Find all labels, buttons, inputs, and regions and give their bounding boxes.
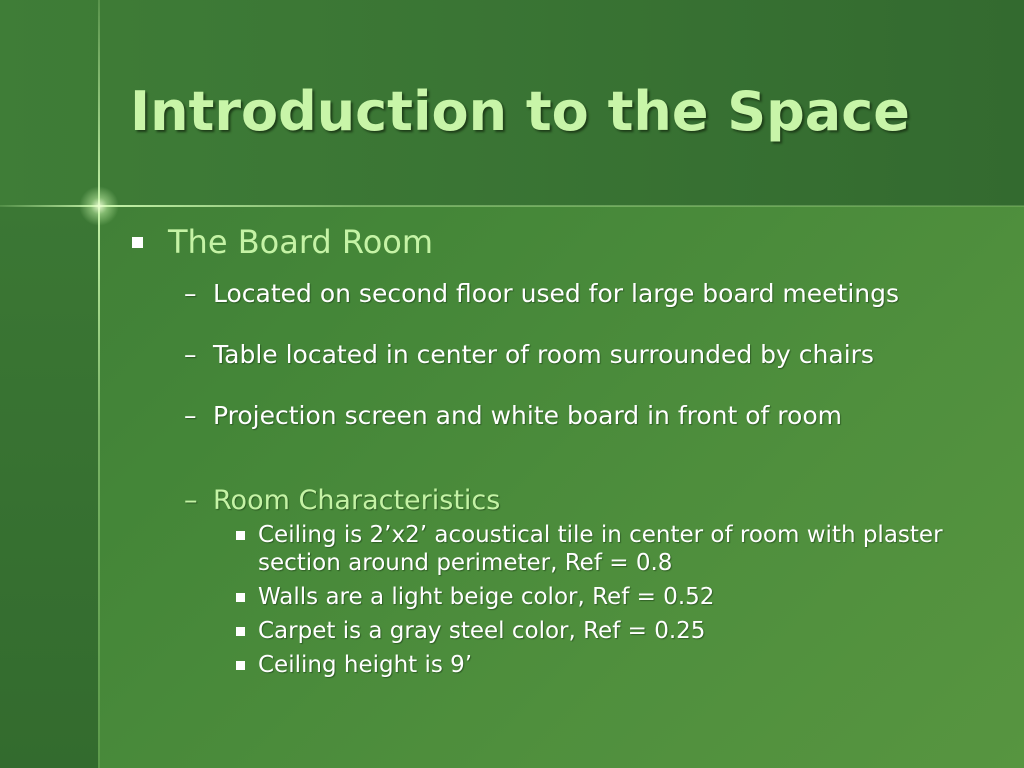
square-bullet-icon bbox=[132, 237, 143, 248]
square-bullet-icon bbox=[236, 593, 245, 602]
characteristic-item bbox=[234, 651, 998, 679]
section-heading-text: Room Characteristics bbox=[213, 485, 501, 516]
sub-item bbox=[184, 278, 998, 310]
heading-text: The Board Room bbox=[168, 223, 434, 261]
characteristic-text: Carpet is a gray steel color, Ref = 0.25 bbox=[258, 618, 706, 644]
characteristic-item bbox=[234, 521, 998, 577]
sub-item bbox=[184, 339, 998, 371]
vertical-rule bbox=[98, 0, 100, 768]
sub-item bbox=[184, 400, 998, 432]
characteristic-item bbox=[234, 617, 998, 645]
dash-bullet-icon: – bbox=[184, 401, 197, 430]
characteristic-text: Walls are a light beige color, Ref = 0.52 bbox=[258, 584, 715, 610]
slide-title: Introduction to the Space bbox=[130, 80, 910, 143]
cross-glow bbox=[79, 186, 119, 226]
dash-bullet-icon: – bbox=[184, 485, 198, 516]
characteristic-item bbox=[234, 583, 998, 611]
left-strip bbox=[0, 206, 98, 768]
slide-content bbox=[128, 222, 998, 679]
horizontal-rule bbox=[0, 205, 1024, 207]
characteristic-text: Ceiling is 2’x2’ acoustical tile in center of room with plaster section around perimeter, Ref = 0.8 bbox=[258, 522, 943, 576]
sub-item-text: Located on second floor used for large board meetings bbox=[213, 279, 900, 308]
sub-item-text: Table located in center of room surrounded by chairs bbox=[213, 340, 874, 369]
sub-item-text: Projection screen and white board in front of room bbox=[213, 401, 842, 430]
dash-bullet-icon: – bbox=[184, 279, 197, 308]
section-heading bbox=[184, 485, 998, 517]
square-bullet-icon bbox=[236, 627, 245, 636]
bullet-heading bbox=[128, 222, 998, 262]
dash-bullet-icon: – bbox=[184, 340, 197, 369]
square-bullet-icon bbox=[236, 661, 245, 670]
square-bullet-icon bbox=[236, 531, 245, 540]
characteristic-text: Ceiling height is 9’ bbox=[258, 652, 473, 678]
